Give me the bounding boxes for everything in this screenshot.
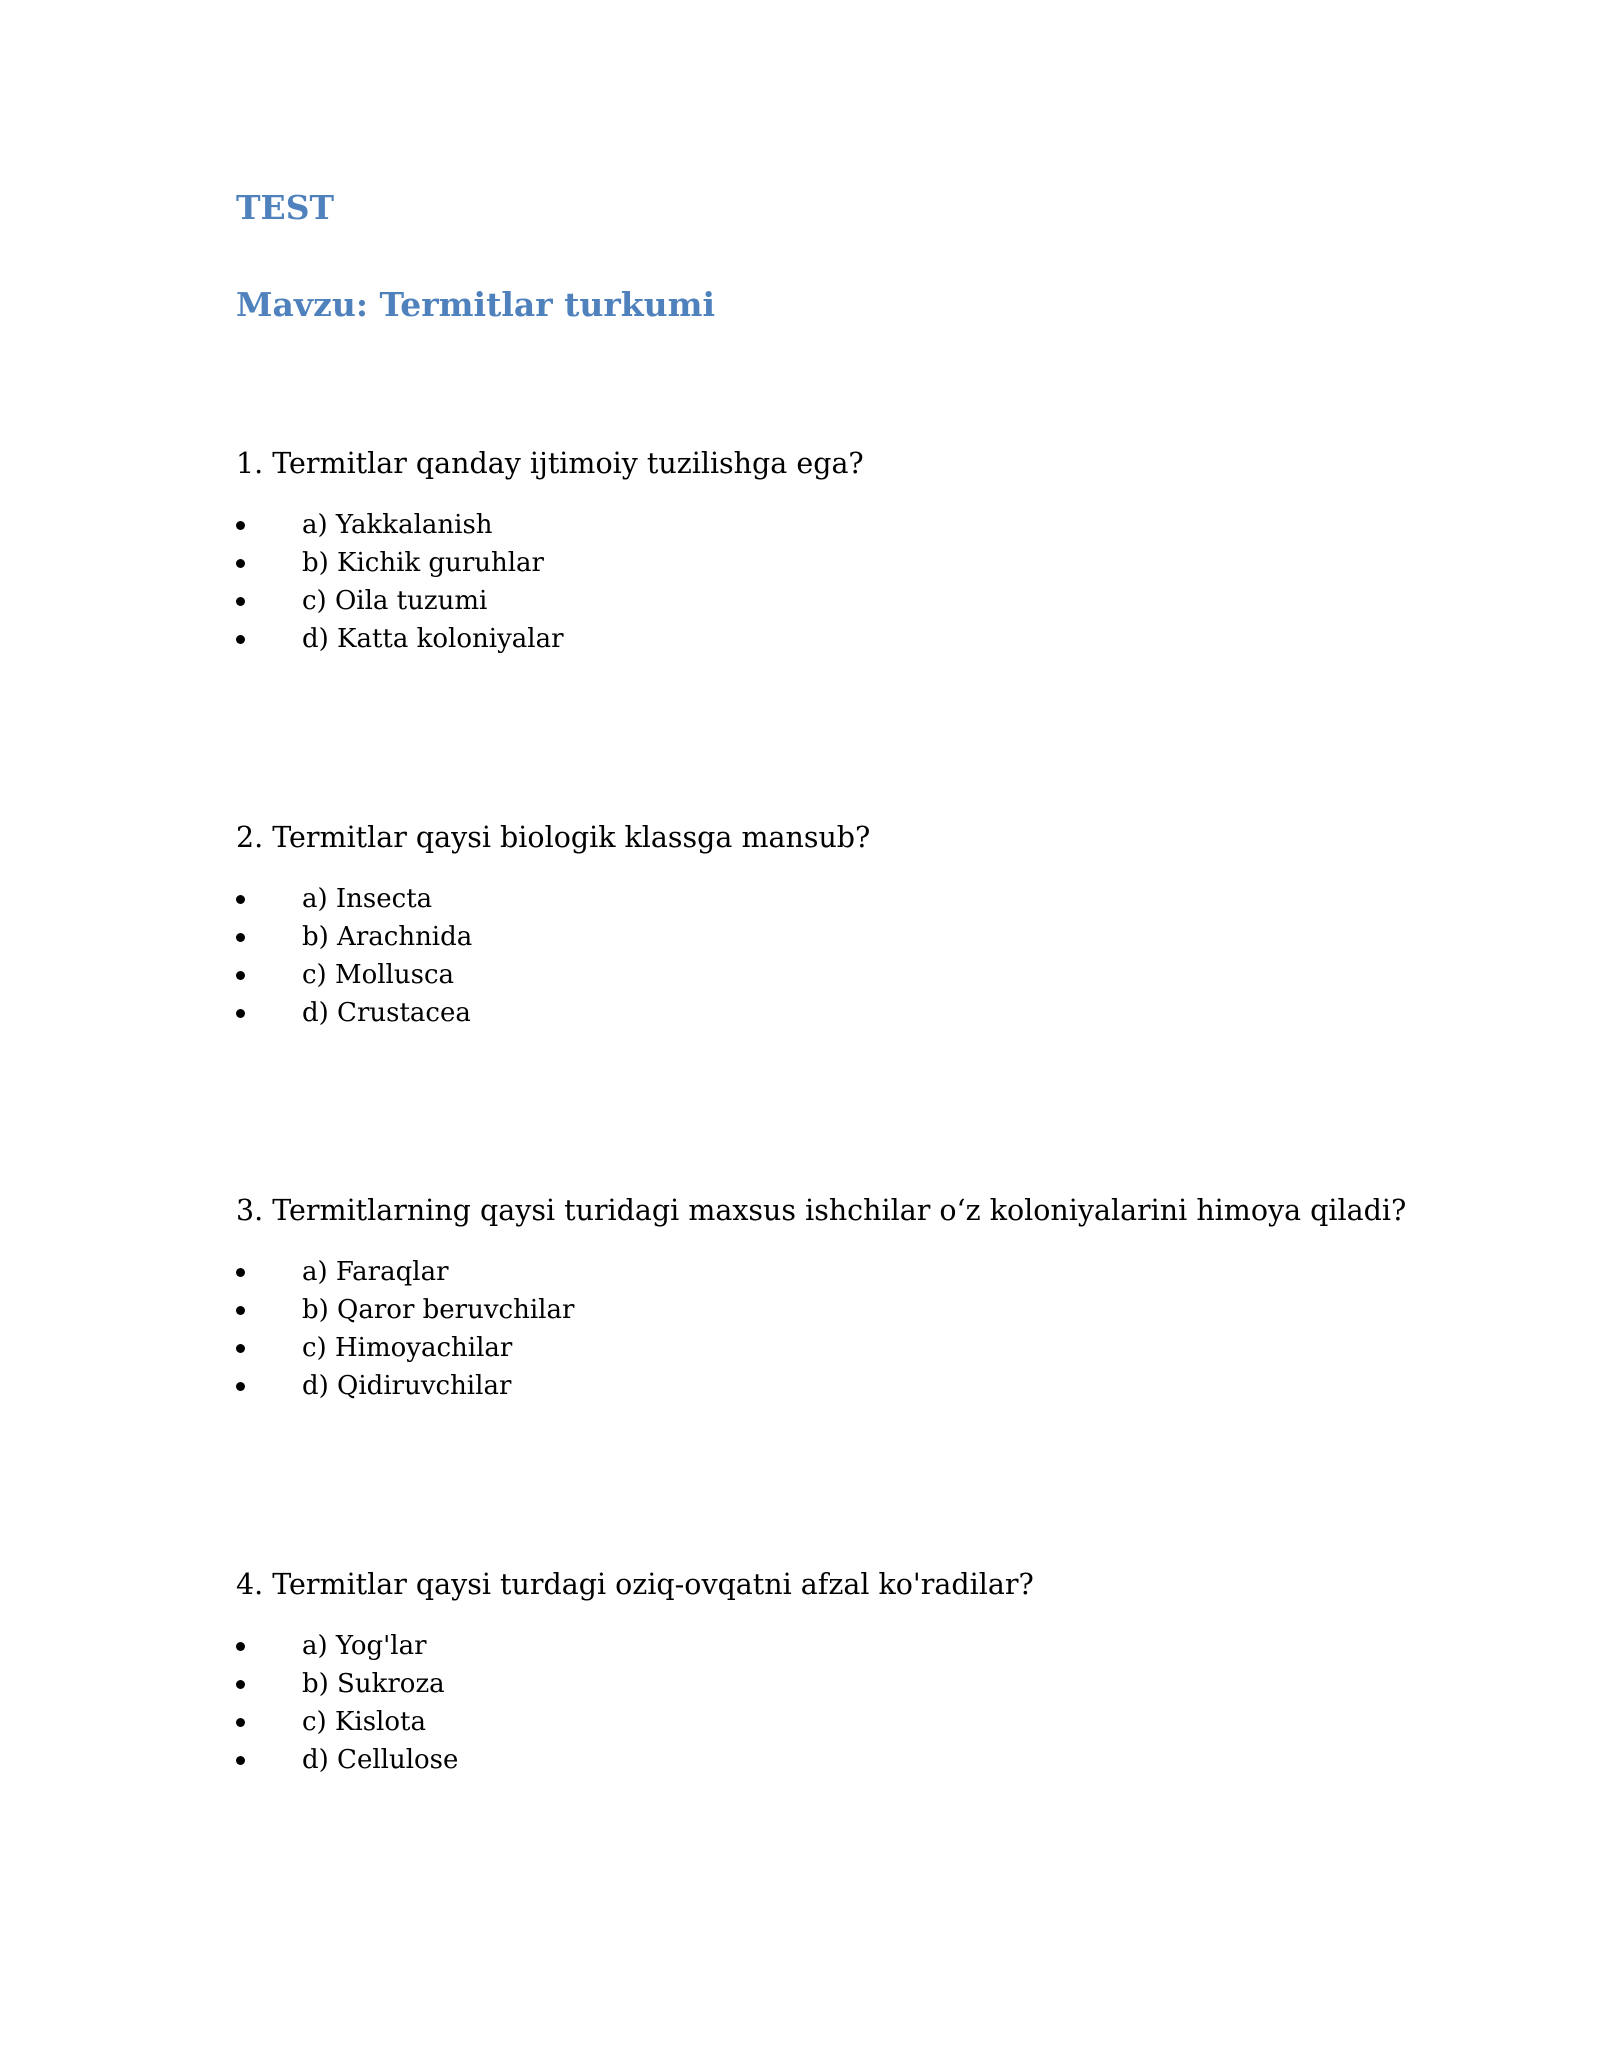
option-text: b) Kichik guruhlar bbox=[302, 548, 544, 578]
option-item bbox=[236, 1253, 1436, 1291]
options-list bbox=[236, 1253, 1436, 1405]
question-4 bbox=[236, 1565, 1436, 1779]
bullet-icon bbox=[236, 544, 256, 582]
document-title: TEST bbox=[236, 188, 335, 227]
option-text: a) Faraqlar bbox=[302, 1257, 449, 1287]
document-subtitle: Mavzu: Termitlar turkumi bbox=[236, 285, 716, 324]
option-item bbox=[236, 1665, 1436, 1703]
option-text: b) Qaror beruvchilar bbox=[302, 1295, 575, 1325]
question-text: 4. Termitlar qaysi turdagi oziq-ovqatni afzal ko'radilar? bbox=[236, 1568, 1034, 1601]
bullet-icon bbox=[236, 1329, 256, 1367]
question-text: 2. Termitlar qaysi biologik klassga mansub? bbox=[236, 821, 871, 854]
option-item bbox=[236, 506, 1436, 544]
question-text: 3. Termitlarning qaysi turidagi maxsus ishchilar o‘z koloniyalarini himoya qiladi? bbox=[236, 1194, 1407, 1227]
option-item bbox=[236, 1329, 1436, 1367]
option-text: d) Katta koloniyalar bbox=[302, 624, 564, 654]
option-text: b) Arachnida bbox=[302, 922, 473, 952]
bullet-icon bbox=[236, 1253, 256, 1291]
option-item bbox=[236, 582, 1436, 620]
bullet-icon bbox=[236, 994, 256, 1032]
option-item bbox=[236, 1291, 1436, 1329]
option-text: d) Qidiruvchilar bbox=[302, 1371, 512, 1401]
option-item bbox=[236, 544, 1436, 582]
option-text: c) Oila tuzumi bbox=[302, 586, 488, 616]
option-item bbox=[236, 880, 1436, 918]
option-text: c) Himoyachilar bbox=[302, 1333, 513, 1363]
option-text: c) Mollusca bbox=[302, 960, 455, 990]
bullet-icon bbox=[236, 880, 256, 918]
options-list bbox=[236, 1627, 1436, 1779]
bullet-icon bbox=[236, 1291, 256, 1329]
bullet-icon bbox=[236, 506, 256, 544]
option-text: d) Crustacea bbox=[302, 998, 471, 1028]
option-item bbox=[236, 918, 1436, 956]
option-text: a) Insecta bbox=[302, 884, 433, 914]
bullet-icon bbox=[236, 918, 256, 956]
bullet-icon bbox=[236, 1367, 256, 1405]
question-1 bbox=[236, 444, 1436, 658]
option-text: d) Cellulose bbox=[302, 1745, 459, 1775]
option-item bbox=[236, 1703, 1436, 1741]
option-text: a) Yakkalanish bbox=[302, 510, 493, 540]
question-text: 1. Termitlar qanday ijtimoiy tuzilishga ega? bbox=[236, 447, 864, 480]
option-item bbox=[236, 1741, 1436, 1779]
option-item bbox=[236, 1627, 1436, 1665]
bullet-icon bbox=[236, 1703, 256, 1741]
option-item bbox=[236, 956, 1436, 994]
bullet-icon bbox=[236, 1665, 256, 1703]
bullet-icon bbox=[236, 1741, 256, 1779]
options-list bbox=[236, 506, 1436, 658]
option-text: c) Kislota bbox=[302, 1707, 426, 1737]
bullet-icon bbox=[236, 956, 256, 994]
option-item bbox=[236, 620, 1436, 658]
option-text: b) Sukroza bbox=[302, 1669, 445, 1699]
bullet-icon bbox=[236, 1627, 256, 1665]
question-3 bbox=[236, 1191, 1436, 1405]
options-list bbox=[236, 880, 1436, 1032]
option-item bbox=[236, 994, 1436, 1032]
bullet-icon bbox=[236, 620, 256, 658]
question-2 bbox=[236, 818, 1436, 1032]
option-text: a) Yog'lar bbox=[302, 1631, 427, 1661]
bullet-icon bbox=[236, 582, 256, 620]
option-item bbox=[236, 1367, 1436, 1405]
